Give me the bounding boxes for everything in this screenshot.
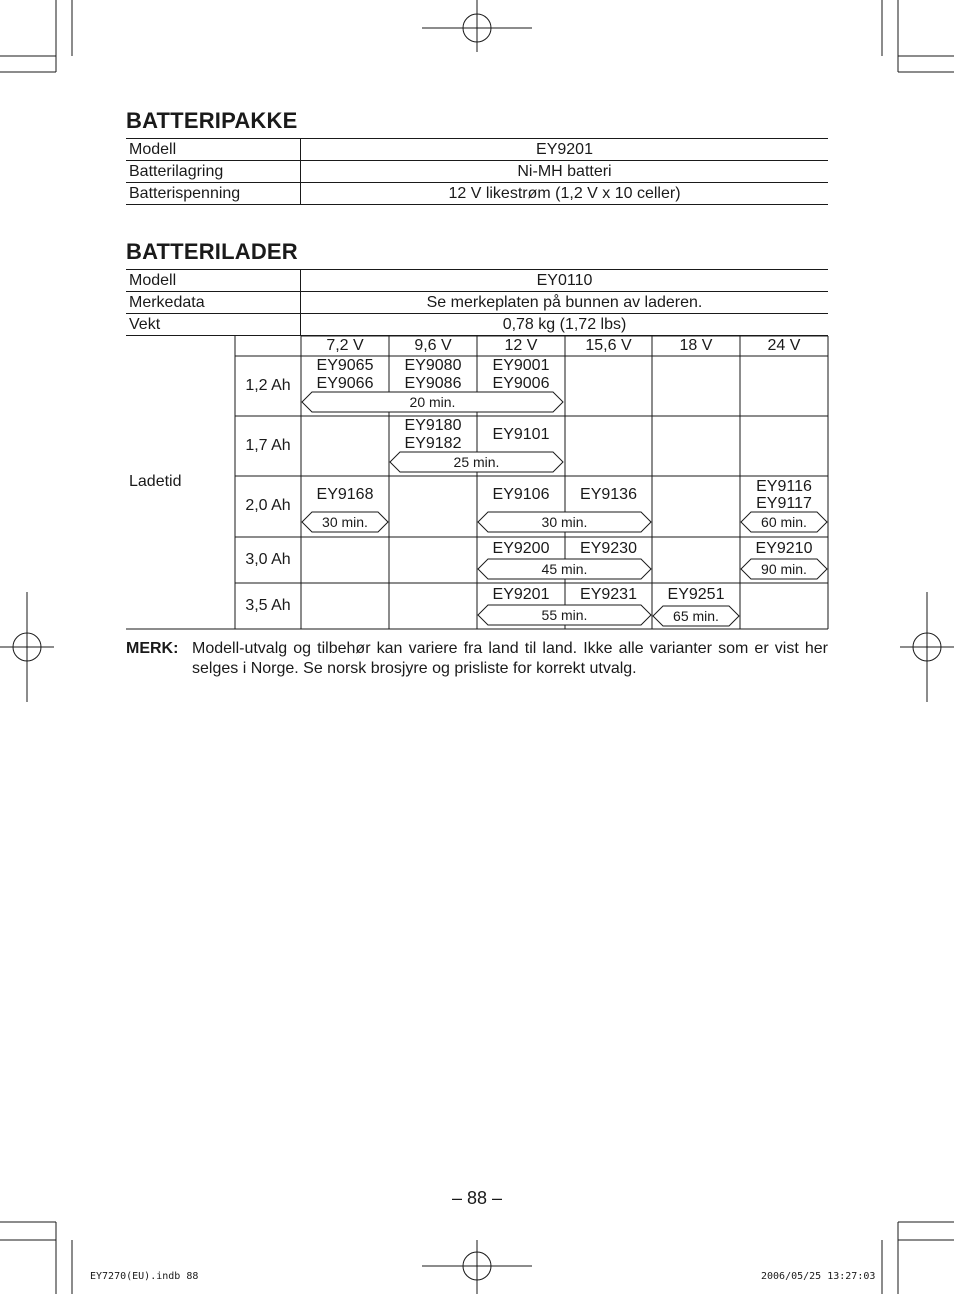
model-code: EY9251: [667, 586, 725, 603]
model-code: EY9080: [404, 357, 462, 374]
model-code: EY9230: [580, 540, 637, 557]
note-label: MERK:: [126, 640, 179, 657]
model-code: EY9001: [492, 357, 550, 374]
capacity-label: 3,0 Ah: [245, 551, 291, 568]
spec-label: Merkedata: [126, 292, 301, 314]
charger-heading: BATTERILADER: [126, 239, 298, 264]
model-code: EY9006: [492, 375, 550, 392]
model-code: EY9116: [756, 478, 812, 495]
footer-file-name: EY7270(EU).indb 88: [90, 1271, 199, 1282]
charge-time: 55 min.: [541, 607, 588, 623]
charge-time-label: Ladetid: [129, 473, 182, 490]
spec-label: Batterilagring: [126, 161, 301, 183]
model-code: EY9066: [316, 375, 374, 392]
capacity-label: 2,0 Ah: [245, 497, 291, 514]
spec-value: EY0110: [301, 270, 829, 292]
spec-label: Vekt: [126, 314, 301, 336]
model-code: EY9200: [492, 540, 550, 557]
spec-value: Se merkeplaten på bunnen av laderen.: [301, 292, 829, 314]
footer-timestamp: 2006/05/25 13:27:03: [761, 1271, 876, 1282]
charge-time: 25 min.: [453, 454, 500, 470]
model-code: EY9201: [492, 586, 550, 603]
charge-time: 45 min.: [541, 561, 588, 577]
model-code: EY9065: [316, 357, 374, 374]
page-number: – 88 –: [451, 1188, 503, 1208]
voltage-header: 15,6 V: [585, 337, 632, 354]
voltage-header: 7,2 V: [326, 337, 364, 354]
capacity-label: 1,2 Ah: [245, 377, 291, 394]
voltage-header: 9,6 V: [414, 337, 452, 354]
capacity-label: 1,7 Ah: [245, 437, 291, 454]
capacity-label: 3,5 Ah: [245, 597, 291, 614]
charge-time: 65 min.: [673, 608, 719, 624]
model-code: EY9168: [316, 486, 374, 503]
spec-value: Ni-MH batteri: [301, 161, 829, 183]
charge-time: 60 min.: [761, 514, 807, 530]
voltage-header: 24 V: [767, 337, 801, 354]
model-code: EY9101: [492, 426, 550, 443]
model-code: EY9136: [580, 486, 637, 503]
charge-time: 30 min.: [541, 514, 588, 530]
model-code: EY9180: [404, 417, 462, 434]
voltage-header: 12 V: [504, 337, 538, 354]
model-code: EY9182: [404, 435, 462, 452]
battery-pack-heading: BATTERIPAKKE: [126, 108, 298, 133]
charge-time: 20 min.: [409, 394, 456, 410]
model-code: EY9117: [756, 495, 812, 512]
spec-label: Modell: [126, 139, 301, 161]
spec-label: Batterispenning: [126, 183, 301, 205]
model-code: EY9231: [580, 586, 637, 603]
model-code: EY9086: [404, 375, 462, 392]
spec-value: 12 V likestrøm (1,2 V x 10 celler): [301, 183, 829, 205]
charge-time: 90 min.: [761, 561, 807, 577]
model-code: EY9106: [492, 486, 550, 503]
voltage-header: 18 V: [679, 337, 713, 354]
spec-value: EY9201: [301, 139, 829, 161]
spec-value: 0,78 kg (1,72 lbs): [301, 314, 829, 336]
note-text: Modell-utvalg og tilbehør kan variere fra land til land. Ikke alle varianter som er vist her selges i Norge. Se norsk brosjyre og prisliste for korrekt utvalg.: [192, 640, 828, 677]
model-code: EY9210: [755, 540, 813, 557]
spec-label: Modell: [126, 270, 301, 292]
charge-time: 30 min.: [322, 514, 368, 530]
